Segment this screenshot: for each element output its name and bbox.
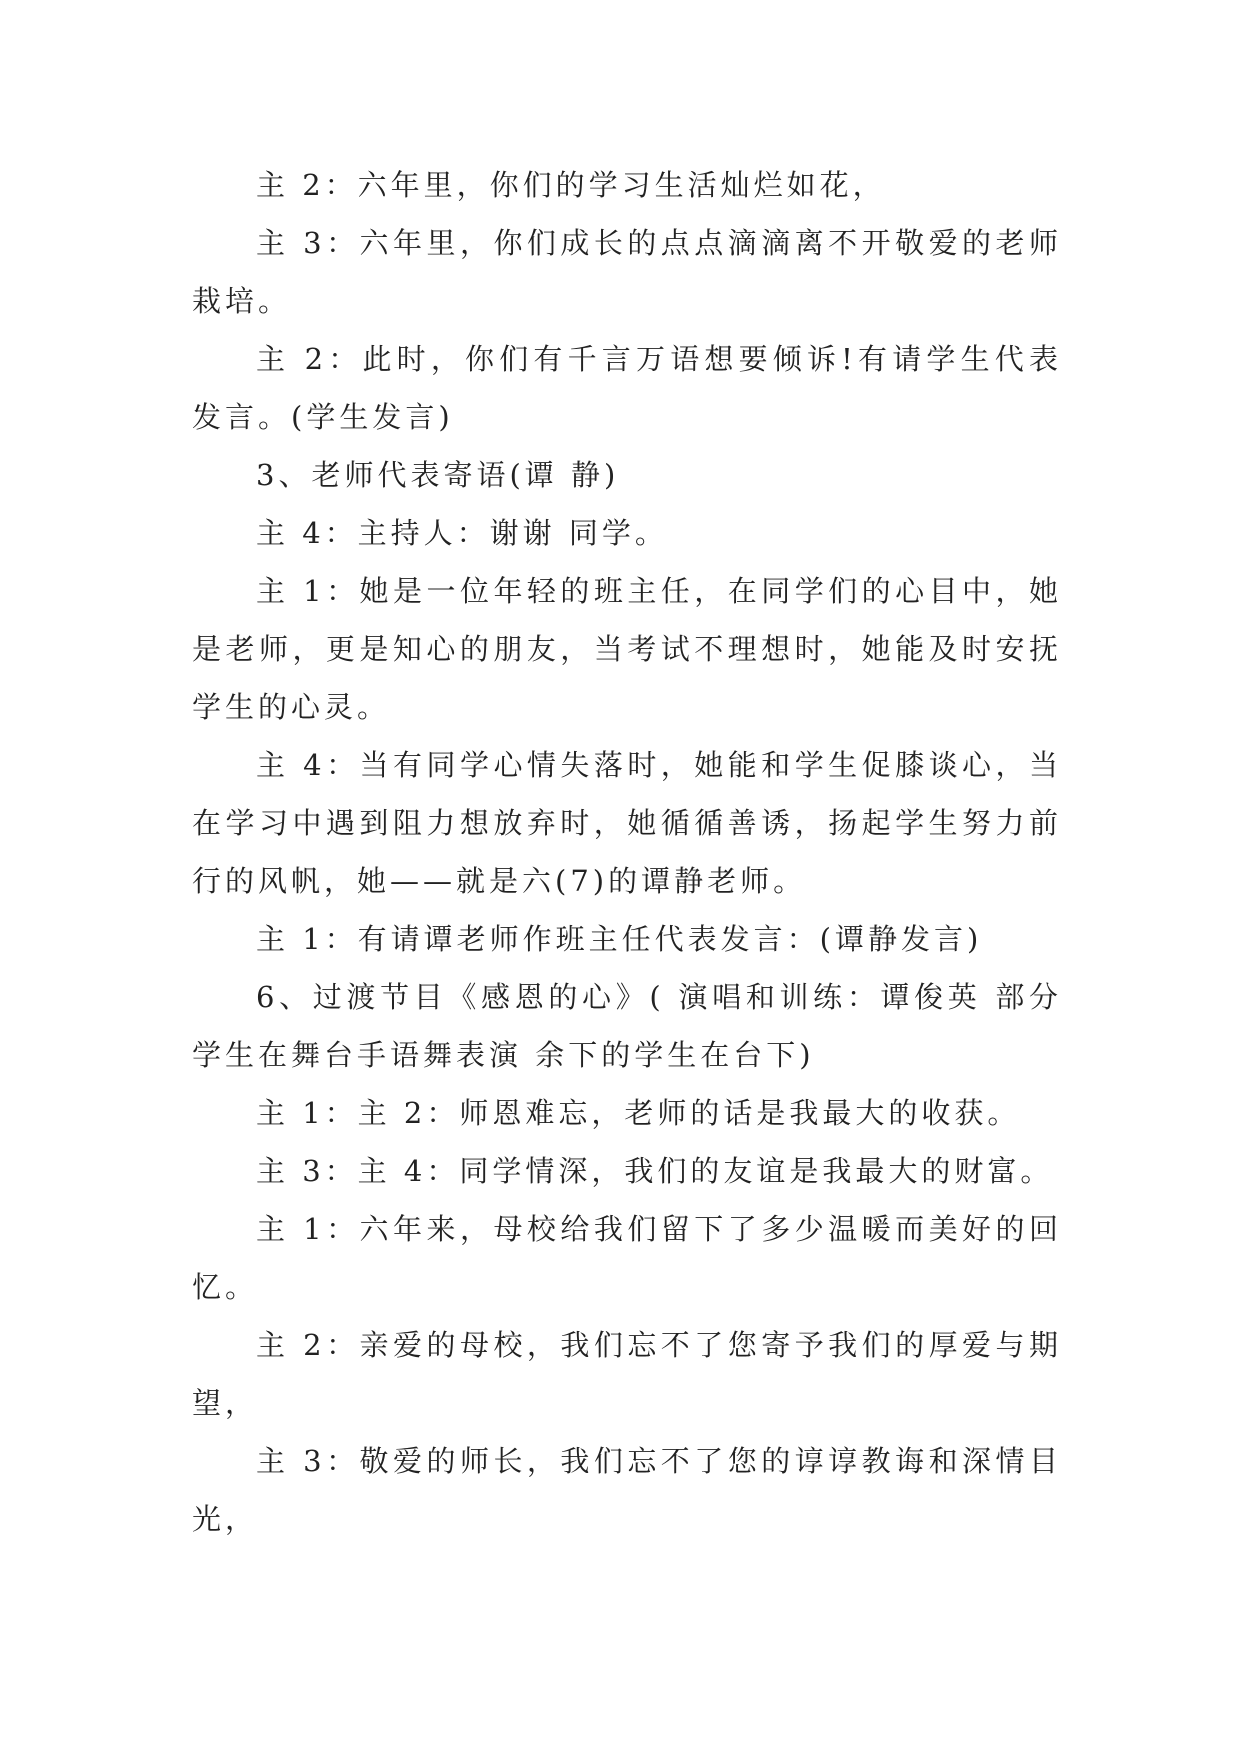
paragraph: 主 3：主 4：同学情深，我们的友谊是我最大的财富。 xyxy=(256,1154,1054,1188)
paragraph: 主 3：敬爱的师长，我们忘不了您的谆谆教诲和深情目光， xyxy=(192,1444,1062,1536)
paragraph: 6、过渡节目《感恩的心》( 演唱和训练：谭俊英 部分学生在舞台手语舞表演 余下的学生在台下) xyxy=(192,980,1062,1072)
paragraph: 主 2：亲爱的母校，我们忘不了您寄予我们的厚爱与期望， xyxy=(192,1328,1062,1420)
paragraph: 主 4：当有同学心情失落时，她能和学生促膝谈心，当在学习中遇到阻力想放弃时，她循循善诱，扬起学生努力前行的风帆，她——就是六(7)的谭静老师。 xyxy=(192,748,1062,898)
paragraph: 主 1：六年来，母校给我们留下了多少温暖而美好的回忆。 xyxy=(192,1212,1062,1304)
paragraph: 主 1：有请谭老师作班主任代表发言：(谭静发言) xyxy=(256,922,983,956)
paragraph: 3、老师代表寄语(谭 静) xyxy=(256,458,620,492)
paragraph: 主 2：六年里，你们的学习生活灿烂如花， xyxy=(256,168,886,202)
paragraph: 主 1：主 2：师恩难忘，老师的话是我最大的收获。 xyxy=(256,1096,1021,1130)
paragraph: 主 4：主持人：谢谢 同学。 xyxy=(256,516,668,550)
paragraph: 主 2：此时，你们有千言万语想要倾诉!有请学生代表发言。(学生发言) xyxy=(192,342,1062,434)
paragraph: 主 1：她是一位年轻的班主任，在同学们的心目中，她是老师，更是知心的朋友，当考试不理想时，她能及时安抚学生的心灵。 xyxy=(192,574,1062,724)
paragraph: 主 3：六年里，你们成长的点点滴滴离不开敬爱的老师栽培。 xyxy=(192,226,1062,318)
document-body xyxy=(192,156,1062,1548)
